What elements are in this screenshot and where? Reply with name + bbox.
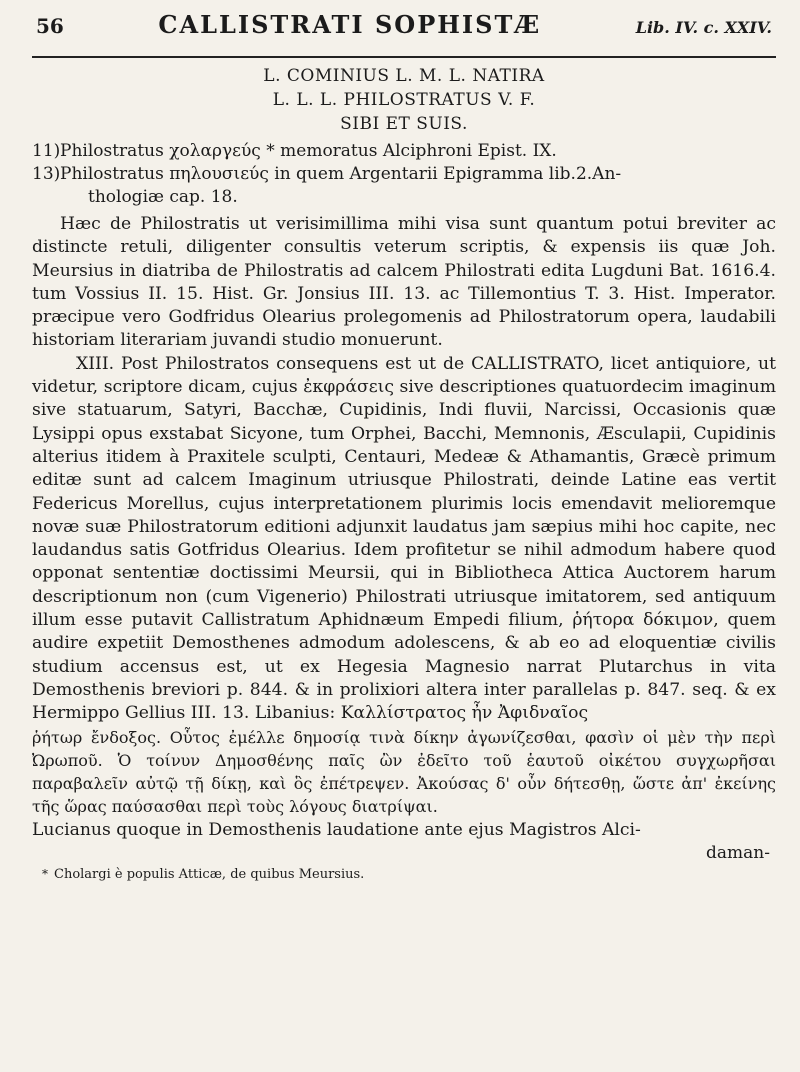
paragraph-section-xiii: XIII. Post Philostratos consequens est ut de CALLISTRATO, licet antiquiore, ut videtur, scriptore dicam, cujus ἐκφράσεις sive descriptiones quatuordecim imaginum sive statuarum, Satyri, Bacchæ, Cupidinis, Indi fluvii, Narcissi, Occasionis quæ Lysippi opus exstabat Sicyone, tum Orphei, Bacchi, Memnonis, Æsculapii, Cupidinis alterius itidem à Praxitele sculpti, Centauri, Medeæ & Athamantis, Græcè primum editæ sunt ad calcem Imaginum utriusque Philostrati, deinde Latine eas vertit Federicus Morellus, cujus interpretationem plurimis locis emendavit melioremque novæ suæ Philostratorum editioni adjunxit laudatus jam sæpius mihi hoc capite, nec laudandus satis Gotfridus Olearius. Idem profitetur se nihil admodum habere quod opponat sententiæ doctissimi Meursii, qui in Bibliotheca Attica Auctorem harum descriptionum non (cum Vigenerio) Philostrati utriusque imitatorem, sed antiquum illum esse putavit Callistratum Aphidnæum Empedi filium, ῥήτορα δόκιμον, quem audire expetiit Demosthenes admodum adolescens, & ab eo ad eloquentiæ civilis studium accensus est, ut ex Hegesia Magnesio narrat Plutarchus in vita Demosthenis breviori p. 844. & in prolixiori altera inter parallelas p. 847. seq. & ex Hermippo Gellius III. 13. Libanius: Καλλίστρατος ἦν Ἀφιδναῖος [32, 353, 776, 724]
note-text: Philostratus χολαργεύς * memoratus Alciphroni Epist. IX. [60, 141, 557, 161]
note-number [32, 186, 60, 209]
note-text: Philostratus πηλουσιεύς in quem Argentarii Epigramma lib.2.An- [60, 164, 622, 184]
footnote-mark: * [42, 867, 48, 882]
footnote-text: Cholargi è populis Atticæ, de quibus Meursius. [54, 867, 365, 883]
main-text [32, 213, 776, 842]
book-page [32, 10, 776, 1062]
paragraph: Hæc de Philostratis ut verisimillima mihi visa sunt quantum potui breviter ac distincte retuli, diligenter consultis veterum scriptis, & expensis iis quæ Joh. Meursius in diatriba de Philostratis ad calcem Philostrati edita Lugduni Bat. 1616.4. tum Vossius II. 15. Hist. Gr. Jonsius III. 13. ac Tillemontius T. 3. Hist. Imperator. præcipue vero Godfridus Olearius prolegomenis ad Philostratorum opera, laudabili historiam literariam juvandi studio monuerunt. [32, 214, 776, 351]
chapter-reference: Lib. IV. c. XXIV. [635, 18, 772, 37]
greek-quotation: ῥήτωρ ἔνδοξος. Οὗτος ἐμέλλε δημοσίᾳ τινὰ δίκην ἀγωνίζεσθαι, φασὶν οἱ μὲν τὴν περὶ Ὠρωποῦ. Ὁ τοίνυν Δημοσθένης παῖς ὢν ἐδεῖτο τοῦ ἑαυτοῦ οἰκέτου συγχωρῆσαι παραβαλεῖν αὐτῷ τῇ δίκῃ, καὶ ὃς ἐπέτρεψεν. Ἀκούσας δ' οὖν δήτεσθῃ, ὥστε ἀπ' ἐκείνης τῆς ὥρας παύσασθαι περὶ τοὺς λόγους διατρίψαι. [32, 727, 776, 817]
running-title: CALLISTRATI SOPHISTÆ [158, 10, 542, 39]
inscription-line-3: SIBI ET SUIS. [340, 114, 468, 134]
note-item [32, 186, 776, 209]
note-item [32, 163, 776, 186]
numbered-notes [32, 140, 776, 209]
footnote [32, 864, 776, 885]
page-number: 56 [36, 14, 64, 38]
catchword: daman- [706, 843, 770, 864]
running-header [32, 10, 776, 58]
note-number: 13) [32, 164, 61, 184]
note-item [32, 140, 776, 163]
paragraph-final-line: Lucianus quoque in Demosthenis laudatione ante ejus Magistros Alci- [32, 819, 641, 840]
note-number: 11) [32, 141, 61, 161]
inscription-line-2: L. L. L. PHILOSTRATUS V. F. [272, 90, 536, 110]
inscription-line-1: L. COMINIUS L. M. L. NATIRA [263, 66, 545, 86]
note-text: thologiæ cap. 18. [88, 187, 238, 207]
